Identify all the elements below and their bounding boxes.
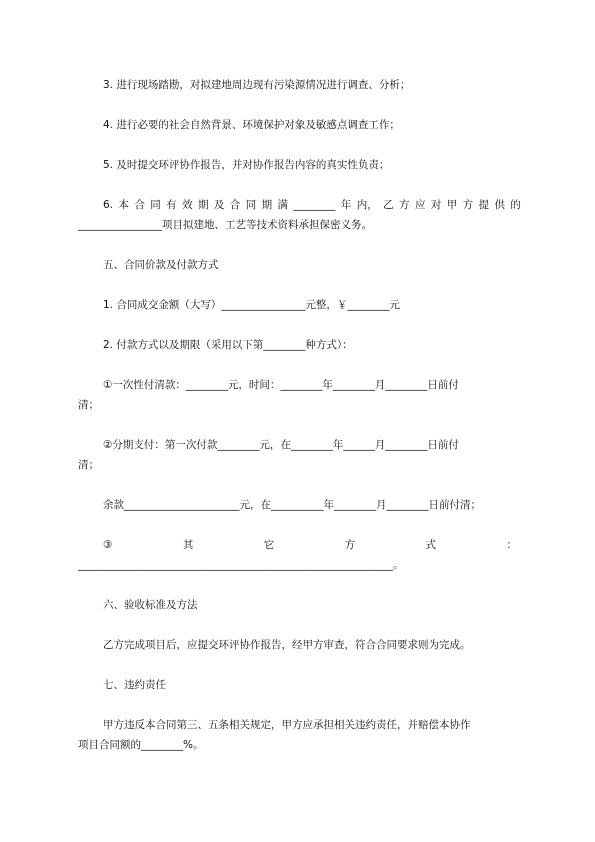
clause-3: 3. 进行现场踏勘，对拟建地周边现有污染源情况进行调查、分析； [103, 79, 411, 91]
clause-6-char: 提 [478, 199, 490, 211]
payment-method: 2. 付款方式以及期限（采用以下第________种方式）： [103, 339, 353, 351]
clause-6-char: 满 [277, 199, 288, 211]
clause-6-char: 同 [150, 199, 161, 211]
clause-6-char: 供 [494, 199, 505, 211]
clause-6-char: 同 [245, 199, 257, 211]
breach-line-1: 甲方违反本合同第三、五条相关规定，甲方应承担相关违约责任，并赔偿本协作 [103, 719, 471, 731]
acceptance-text: 乙方完成项目后，应提交环评协作报告，经甲方审查，符合合同要求则为完成。 [103, 639, 471, 651]
clause-6-char: 甲 [446, 199, 458, 211]
balance-payment: 余款______________________元，在__________年________月________日前付清； [103, 499, 481, 511]
option-3-char: ： [506, 539, 517, 551]
option-3-char: 方 [344, 539, 356, 551]
clause-6-char: 应 [414, 199, 426, 211]
clause-6-char: 乙 [383, 199, 394, 211]
clause-6-char: 合 [134, 199, 145, 211]
option-2-line-2: 清； [78, 459, 99, 471]
breach-line-2: 项目合同额的________%。 [78, 739, 204, 751]
option-1-line-2: 清； [78, 399, 99, 411]
clause-6-char: 有 [166, 199, 177, 211]
clause-6-char: 及 [213, 199, 225, 211]
clause-6-char: 的 [510, 199, 521, 211]
option-3-line-1 [103, 538, 517, 552]
clause-6-char: 本 [118, 199, 129, 211]
clause-6-line-2: ________________项目拟建地、工艺等技术资料承担保密义务。 [78, 219, 372, 231]
clause-6-char: 内， [356, 199, 378, 211]
option-3-line-2: ____________________________________________________________。 [78, 559, 404, 571]
clause-6-char: 对 [430, 199, 442, 211]
clause-6-blank: ________ [293, 199, 336, 211]
section-6-heading: 六、验收标准及方法 [103, 599, 198, 611]
clause-6-char: 合 [229, 199, 241, 211]
clause-4: 4. 进行必要的社会自然背景、环境保护对象及敏感点调查工作； [103, 119, 400, 131]
section-5-heading: 五、合同价款及付款方式 [103, 259, 219, 271]
option-1-line-1: ①一次性付清款：________元，时间：________年________月________日前付 [103, 379, 459, 391]
section-7-heading: 七、违约责任 [103, 679, 166, 691]
clause-6-char: 期 [261, 199, 273, 211]
clause-6-char: 6. [103, 199, 114, 211]
payment-amount: 1. 合同成交金额（大写）________________元整，￥________元 [103, 299, 400, 311]
option-3-char: 其 [182, 539, 194, 551]
option-3-char: 它 [263, 539, 275, 551]
clause-6-line-1 [103, 198, 521, 212]
clause-6-char: 年 [340, 199, 352, 211]
clause-6-char: 效 [182, 199, 193, 211]
clause-6-char: 期 [197, 199, 209, 211]
option-3-char: 式 [425, 539, 437, 551]
option-3-char: ③ [103, 539, 113, 551]
option-2-line-1: ②分期支付：第一次付款________元，在________年______月________日前付 [103, 439, 459, 451]
clause-5: 5. 及时提交环评协作报告，并对协作报告内容的真实性负责； [103, 159, 390, 171]
clause-6-char: 方 [462, 199, 474, 211]
clause-6-char: 方 [399, 199, 410, 211]
